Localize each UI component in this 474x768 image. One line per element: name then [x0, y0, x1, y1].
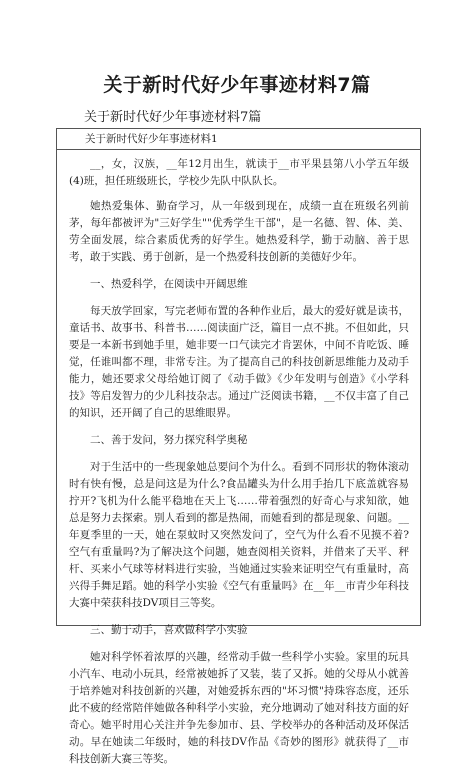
intro-paragraph: __，女，汉族，__年12月出生，就读于__市平果县第八小学五年级(4)班，担任班级班长，学校少先队中队队长。	[69, 158, 409, 187]
document-title: 关于新时代好少年事迹材料7篇	[103, 74, 371, 96]
section-paragraph: 她对科学怀着浓厚的兴趣，经常动手做一些科学小实验。家里的玩具小汽车、电动小玩具，经常被她拆了又装，装了又拆。她的父母从小就善于培养她对科技创新的兴趣，对她爱拆东西的"坏习惯"持珠容态度，还乐此不疲的经常陪伴她做各种科学小实验，充分地调动了她对科技方面的好奇心。她平时用心关注并争先参加市、县、学校举办的各种活动及环保活动。早在她读二年级时，她的科技DV作品《奇妙的图形》就获得了__市科技创新大赛三等奖。	[69, 651, 409, 765]
content-box	[56, 128, 421, 765]
section-paragraph: 对于生活中的一些现象她总要问个为什么。看到不同形状的物体滚动时有快有慢，总是问这是为什么?食品罐头为什么用手抬几下底盖就容易拧开?飞机为什么能平稳地在天上飞……带着强烈的好奇心与求知欲，她总是努力去探索。别人看到的都是热闹，而她看到的都是现象、问题。__年夏季里的一天，她在泵蚊时又突然发问了，空气为什么看不见摸不着?空气有重量吗?为了解决这个问题，她查阅相关资料，并借来了天平、秤杆、买来小气球等材料进行实验，当她通过实验来证明空气有重量时，高兴得手舞足蹈。她的科学小实验《空气有重量吗》在__年__市青少年科技大赛中荣获科技DV项目三等奖。	[69, 461, 409, 609]
box-body	[57, 150, 420, 768]
document-subtitle: 关于新时代好少年事迹材料7篇	[84, 110, 262, 125]
section-heading: 一、热爱科学，在阅读中开阔思维	[90, 278, 248, 290]
box-heading: 关于新时代好少年事迹材料1	[57, 129, 420, 150]
section-paragraph: 每天放学回家，写完老师布置的各种作业后，最大的爱好就是读书，童话书、故事书、科普书……阅读面广泛，篇目一点不挑。不但如此，只要是一本新书到她手里，她非要一口气读完才肯罢休，中间不肯吃饭、睡觉，任谁叫都不理，非常专注。为了提高自己的科技创新思维能力及动手能力，她还要求父母给她订阅了《动手做》《少年发明与创造》《小学科技》等启发智力的少儿科技杂志。通过广泛阅读书籍，__不仅丰富了自己的知识，还开阔了自己的思维眼界。	[69, 305, 409, 419]
section-heading: 二、善于发问，努力探究科学奥秘	[90, 434, 248, 446]
intro-paragraph: 她热爱集体、勤奋学习，从一年级到现在，成绩一直在班级名列前茅，每年都被评为"三好学生""优秀学生干部"，是一名德、智、体、美、劳全面发展，综合素质优秀的好学生。她热爱科学，勤于动脑、善于思考，敢于实践、勇于创新，是一个热爱科技创新的美德好少年。	[69, 200, 409, 263]
section-heading: 三、勤于动手，喜欢做科学小实验	[90, 624, 248, 636]
